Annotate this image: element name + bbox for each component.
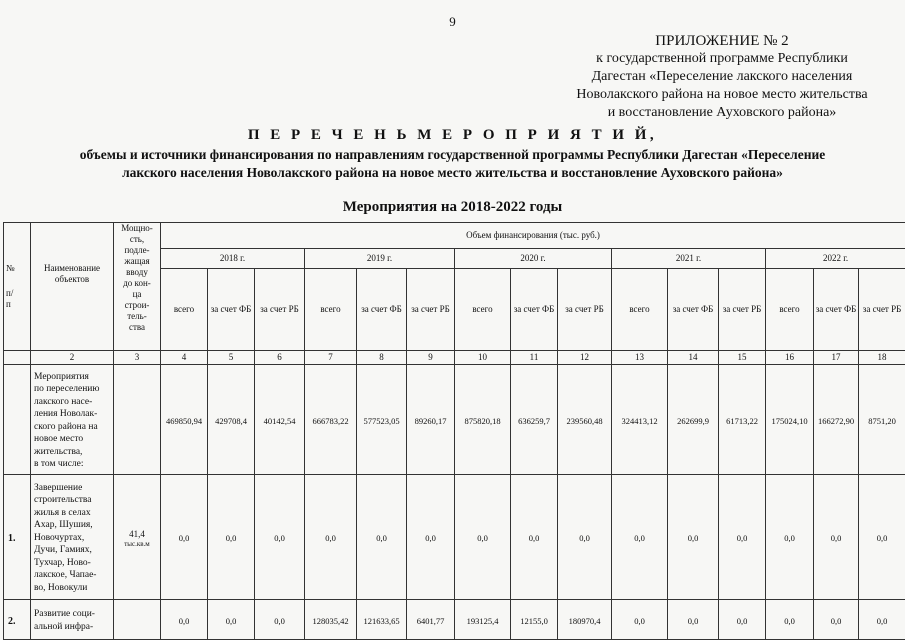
- value-cell: 89260,17: [407, 365, 455, 475]
- document-subtitle: [20, 146, 885, 182]
- value-cell: 0,0: [719, 600, 766, 640]
- row-name-line: лакское, Чапае-: [34, 570, 97, 581]
- header-subcolumn: за счет ФБ: [668, 269, 719, 351]
- header-subcolumn: за счет ФБ: [208, 269, 255, 351]
- value-cell: 180970,4: [558, 600, 612, 640]
- value-cell: 12155,0: [511, 600, 558, 640]
- row-name-line: ления Новолак-: [34, 409, 98, 419]
- column-number-cell: 11: [511, 351, 558, 365]
- value-cell: 40142,54: [255, 365, 305, 475]
- value-cell: 0,0: [814, 475, 859, 600]
- appendix-line: и восстановление Ауховского района»: [607, 105, 837, 120]
- row-capacity: [114, 475, 161, 600]
- row-name-line: Ахар, Шушия,: [34, 520, 93, 531]
- row-name-line: по переселению: [34, 384, 100, 394]
- header-subcolumn: за счет РБ: [255, 269, 305, 351]
- header-financing: Объем финансирования (тыс. руб.): [161, 223, 905, 249]
- header-year: 2018 г.: [161, 249, 305, 269]
- column-number-cell: 3: [114, 351, 161, 365]
- header-capacity-line: ца: [132, 289, 142, 299]
- row-name-line: строительства: [34, 495, 92, 506]
- header-subcolumn: за счет РБ: [407, 269, 455, 351]
- row-name-line: ского района на: [34, 421, 98, 432]
- value-cell: 429708,4: [208, 365, 255, 475]
- value-cell: 8751,20: [859, 365, 905, 475]
- header-year: 2019 г.: [305, 249, 455, 269]
- column-number-cell: 4: [161, 351, 208, 365]
- header-name-line: объектов: [54, 274, 90, 284]
- value-cell: 0,0: [668, 475, 719, 600]
- value-cell: 166272,90: [814, 365, 859, 475]
- value-cell: 577523,05: [357, 365, 407, 475]
- column-number-cell: 18: [859, 351, 905, 365]
- row-name-line: новое место: [34, 434, 84, 444]
- value-cell: 121633,65: [357, 600, 407, 640]
- value-cell: 0,0: [161, 600, 208, 640]
- row-name-line: в том числе:: [34, 459, 84, 469]
- value-cell: 128035,42: [305, 600, 357, 640]
- appendix-heading: ПРИЛОЖЕНИЕ № 2: [655, 33, 789, 49]
- header-subcolumn: за счет ФБ: [511, 269, 558, 351]
- column-number-cell: 14: [668, 351, 719, 365]
- column-number-cell: 5: [208, 351, 255, 365]
- column-number-cell: 10: [455, 351, 511, 365]
- value-cell: 6401,77: [407, 600, 455, 640]
- value-cell: 875820,18: [455, 365, 511, 475]
- column-number-cell: 7: [305, 351, 357, 365]
- column-number-cell: 16: [766, 351, 814, 365]
- header-subcolumn: за счет ФБ: [357, 269, 407, 351]
- header-capacity-line: строи-: [124, 300, 150, 310]
- header-subcolumn: всего: [305, 269, 357, 351]
- row-name: [31, 600, 114, 640]
- header-subcolumn: всего: [766, 269, 814, 351]
- header-number-line: №: [6, 263, 15, 273]
- table-row: [4, 475, 905, 600]
- value-cell: 0,0: [255, 600, 305, 640]
- header-capacity-line: Мощно-: [121, 223, 153, 233]
- appendix-line: Дагестан «Переселение лакского населения: [591, 69, 853, 84]
- row-name-line: Мероприятия: [34, 371, 89, 382]
- header-capacity-line: ства: [128, 322, 146, 332]
- table-row: [4, 365, 905, 475]
- row-name-line: жительства,: [34, 446, 83, 457]
- header-year: 2022 г.: [766, 249, 905, 269]
- header-year: 2021 г.: [612, 249, 766, 269]
- value-cell: 636259,7: [511, 365, 558, 475]
- row-number: 1.: [4, 475, 31, 600]
- value-cell: 0,0: [859, 600, 905, 640]
- value-cell: 0,0: [668, 600, 719, 640]
- column-number-cell: 13: [612, 351, 668, 365]
- value-cell: 0,0: [859, 475, 905, 600]
- subtitle-line: объемы и источники финансирования по направлениям государственной программы Республики Дагестан «Переселение: [79, 147, 826, 162]
- header-number-line: п: [6, 299, 11, 309]
- value-cell: 324413,12: [612, 365, 668, 475]
- header-number-line: п/: [6, 288, 14, 298]
- value-cell: 239560,48: [558, 365, 612, 475]
- row-name: [31, 365, 114, 475]
- row-name-line: Тухчар, Ново-: [34, 557, 91, 568]
- value-cell: 0,0: [208, 600, 255, 640]
- table-row: [4, 600, 905, 640]
- value-cell: 0,0: [455, 475, 511, 600]
- value-cell: 0,0: [719, 475, 766, 600]
- value-cell: 61713,22: [719, 365, 766, 475]
- header-subcolumn: всего: [612, 269, 668, 351]
- value-cell: 262699,9: [668, 365, 719, 475]
- value-cell: 469850,94: [161, 365, 208, 475]
- value-cell: 0,0: [255, 475, 305, 600]
- page-number: 9: [449, 14, 456, 29]
- appendix-line: Новолакского района на новое место жительства: [576, 87, 868, 102]
- row-capacity-value: 41,4: [129, 529, 145, 539]
- header-capacity-line: до кон-: [123, 278, 151, 288]
- activities-table: [3, 222, 905, 640]
- row-number: 2.: [4, 600, 31, 640]
- value-cell: 0,0: [558, 475, 612, 600]
- header-year: 2020 г.: [455, 249, 612, 269]
- row-name-line: во, Новокули: [34, 582, 88, 593]
- header-capacity-line: подле-: [124, 245, 150, 255]
- column-number-cell: 6: [255, 351, 305, 365]
- row-name: [31, 475, 114, 600]
- header-subcolumn: всего: [161, 269, 208, 351]
- column-number-cell: 8: [357, 351, 407, 365]
- header-capacity-line: тель-: [127, 311, 147, 321]
- row-capacity: [114, 365, 161, 475]
- header-subcolumn: за счет РБ: [719, 269, 766, 351]
- row-capacity-unit: тыс.кв.м: [124, 540, 150, 548]
- document-title: П Е Р Е Ч Е Н Ь М Е Р О П Р И Я Т И Й,: [247, 127, 658, 143]
- value-cell: 0,0: [208, 475, 255, 600]
- column-number-cell: 15: [719, 351, 766, 365]
- value-cell: 0,0: [407, 475, 455, 600]
- value-cell: 0,0: [305, 475, 357, 600]
- header-number: [4, 223, 31, 351]
- header-subcolumn: за счет РБ: [859, 269, 905, 351]
- value-cell: 0,0: [357, 475, 407, 600]
- value-cell: 193125,4: [455, 600, 511, 640]
- header-capacity-line: вводу: [126, 267, 148, 277]
- value-cell: 0,0: [766, 600, 814, 640]
- column-number-cell: [4, 351, 31, 365]
- header-capacity-line: сть,: [129, 234, 145, 244]
- value-cell: 175024,10: [766, 365, 814, 475]
- row-name-line: лакского насе-: [34, 396, 93, 407]
- header-subcolumn: всего: [455, 269, 511, 351]
- subtitle-line: лакского населения Новолакского района на новое место жительства и восстановление Ауховского района»: [122, 165, 783, 180]
- header-name: [31, 223, 114, 351]
- value-cell: 0,0: [814, 600, 859, 640]
- appendix-line: к государственной программе Республики: [596, 51, 848, 66]
- value-cell: 0,0: [161, 475, 208, 600]
- column-number-cell: 17: [814, 351, 859, 365]
- value-cell: 0,0: [612, 475, 668, 600]
- column-number-cell: 2: [31, 351, 114, 365]
- header-name-line: Наименование: [43, 263, 101, 273]
- appendix-block: [557, 32, 887, 122]
- header-subcolumn: за счет РБ: [558, 269, 612, 351]
- column-number-cell: 9: [407, 351, 455, 365]
- header-subcolumn: за счет ФБ: [814, 269, 859, 351]
- row-number: [4, 365, 31, 475]
- row-name-line: альной инфра-: [34, 621, 94, 632]
- row-name-line: жилья в селах: [34, 507, 91, 518]
- row-name-line: Развитие соци-: [34, 609, 95, 619]
- value-cell: 666783,22: [305, 365, 357, 475]
- period-heading: Мероприятия на 2018-2022 годы: [342, 199, 563, 215]
- row-name-line: Новочуртах,: [34, 532, 85, 543]
- value-cell: 0,0: [766, 475, 814, 600]
- column-number-cell: 12: [558, 351, 612, 365]
- header-capacity-line: жащая: [124, 256, 150, 266]
- value-cell: 0,0: [612, 600, 668, 640]
- value-cell: 0,0: [511, 475, 558, 600]
- row-name-line: Завершение: [34, 482, 83, 493]
- row-capacity: [114, 600, 161, 640]
- header-capacity: [114, 223, 161, 351]
- row-name-line: Дучи, Гамиях,: [34, 545, 92, 556]
